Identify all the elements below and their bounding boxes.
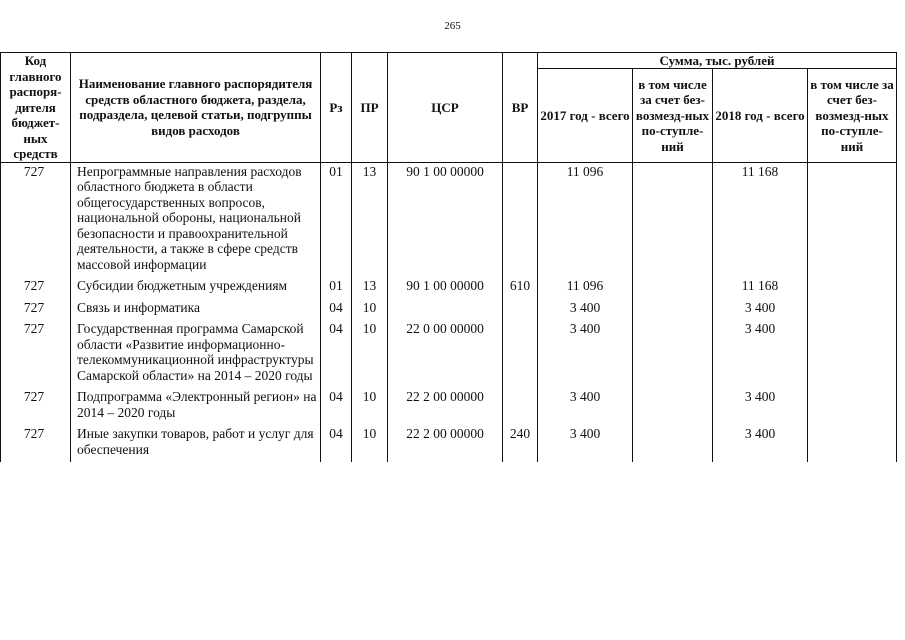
- cell-rz: 04: [321, 299, 352, 321]
- cell-2017-gratis: [633, 425, 713, 462]
- cell-2018-gratis: [808, 299, 897, 321]
- cell-csr: 90 1 00 00000: [388, 162, 503, 277]
- cell-2018-total: 3 400: [713, 320, 808, 388]
- cell-vr: 240: [503, 425, 538, 462]
- cell-name: Иные закупки товаров, работ и услуг для обеспечения: [71, 425, 321, 462]
- cell-2017-gratis: [633, 299, 713, 321]
- cell-2017-total: 3 400: [538, 388, 633, 425]
- cell-pr: 13: [352, 277, 388, 299]
- cell-2018-gratis: [808, 320, 897, 388]
- cell-rz: 01: [321, 162, 352, 277]
- header-csr: ЦСР: [388, 53, 503, 163]
- cell-vr: [503, 320, 538, 388]
- cell-name: Подпрограмма «Электронный регион» на 2014 – 2020 годы: [71, 388, 321, 425]
- header-code: [1, 53, 71, 163]
- cell-code: 727: [1, 425, 71, 462]
- cell-2018-gratis: [808, 425, 897, 462]
- table-row: [1, 277, 897, 299]
- cell-csr: [388, 299, 503, 321]
- cell-vr: [503, 388, 538, 425]
- header-code-text: Код главного распоря- дителя бюджет- ных средств: [9, 53, 62, 161]
- header-vr: ВР: [503, 53, 538, 163]
- cell-pr: 10: [352, 320, 388, 388]
- table-body: [1, 162, 897, 462]
- cell-2017-total: 11 096: [538, 277, 633, 299]
- cell-2018-gratis: [808, 162, 897, 277]
- cell-rz: 04: [321, 388, 352, 425]
- header-2018-gratis: в том числе за счет без-возмезд-ных по-ступле-ний: [808, 69, 897, 163]
- header-sum: Сумма, тыс. рублей: [538, 53, 897, 69]
- cell-pr: 10: [352, 388, 388, 425]
- header-name: Наименование главного распорядителя средств областного бюджета, раздела, подраздела, целевой статьи, подгруппы видов расходов: [71, 53, 321, 163]
- header-2017-gratis: в том числе за счет без-возмезд-ных по-ступле-ний: [633, 69, 713, 163]
- cell-2018-total: 11 168: [713, 162, 808, 277]
- cell-2018-total: 3 400: [713, 388, 808, 425]
- cell-pr: 10: [352, 425, 388, 462]
- cell-pr: 13: [352, 162, 388, 277]
- cell-name: Субсидии бюджетным учреждениям: [71, 277, 321, 299]
- table-row: [1, 425, 897, 462]
- cell-rz: 01: [321, 277, 352, 299]
- cell-pr: 10: [352, 299, 388, 321]
- cell-2017-gratis: [633, 320, 713, 388]
- cell-csr: 22 2 00 00000: [388, 425, 503, 462]
- cell-2018-total: 3 400: [713, 299, 808, 321]
- cell-2017-total: 3 400: [538, 425, 633, 462]
- cell-csr: 90 1 00 00000: [388, 277, 503, 299]
- budget-table: [0, 52, 897, 462]
- cell-2017-gratis: [633, 162, 713, 277]
- table-row: [1, 299, 897, 321]
- cell-name: Связь и информатика: [71, 299, 321, 321]
- header-rz: Рз: [321, 53, 352, 163]
- cell-name: Непрограммные направления расходов областного бюджета в области общегосударственных вопросов, национальной обороны, национальной безопасности и правоохранительной деятельности, а также в сфере средств массовой информации: [71, 162, 321, 277]
- cell-code: 727: [1, 162, 71, 277]
- cell-csr: 22 2 00 00000: [388, 388, 503, 425]
- table-row: [1, 388, 897, 425]
- header-pr: ПР: [352, 53, 388, 163]
- cell-code: 727: [1, 299, 71, 321]
- header-2017-total: 2017 год - всего: [538, 69, 633, 163]
- table-row: [1, 162, 897, 277]
- table-row: [1, 320, 897, 388]
- cell-2017-total: 3 400: [538, 320, 633, 388]
- cell-code: 727: [1, 388, 71, 425]
- cell-2018-gratis: [808, 388, 897, 425]
- cell-2017-gratis: [633, 277, 713, 299]
- cell-vr: 610: [503, 277, 538, 299]
- cell-code: 727: [1, 320, 71, 388]
- cell-csr: 22 0 00 00000: [388, 320, 503, 388]
- cell-rz: 04: [321, 425, 352, 462]
- header-2018-total: 2018 год - всего: [713, 69, 808, 163]
- cell-2017-total: 3 400: [538, 299, 633, 321]
- cell-2018-gratis: [808, 277, 897, 299]
- cell-name: Государственная программа Самарской области «Развитие информационно-телекоммуникационной инфраструктуры Самарской области» на 2014 – 2020 годы: [71, 320, 321, 388]
- cell-2017-gratis: [633, 388, 713, 425]
- page-number: 265: [444, 20, 461, 32]
- cell-rz: 04: [321, 320, 352, 388]
- table-header: [1, 53, 897, 163]
- cell-2017-total: 11 096: [538, 162, 633, 277]
- cell-vr: [503, 162, 538, 277]
- cell-2018-total: 3 400: [713, 425, 808, 462]
- cell-vr: [503, 299, 538, 321]
- cell-code: 727: [1, 277, 71, 299]
- cell-2018-total: 11 168: [713, 277, 808, 299]
